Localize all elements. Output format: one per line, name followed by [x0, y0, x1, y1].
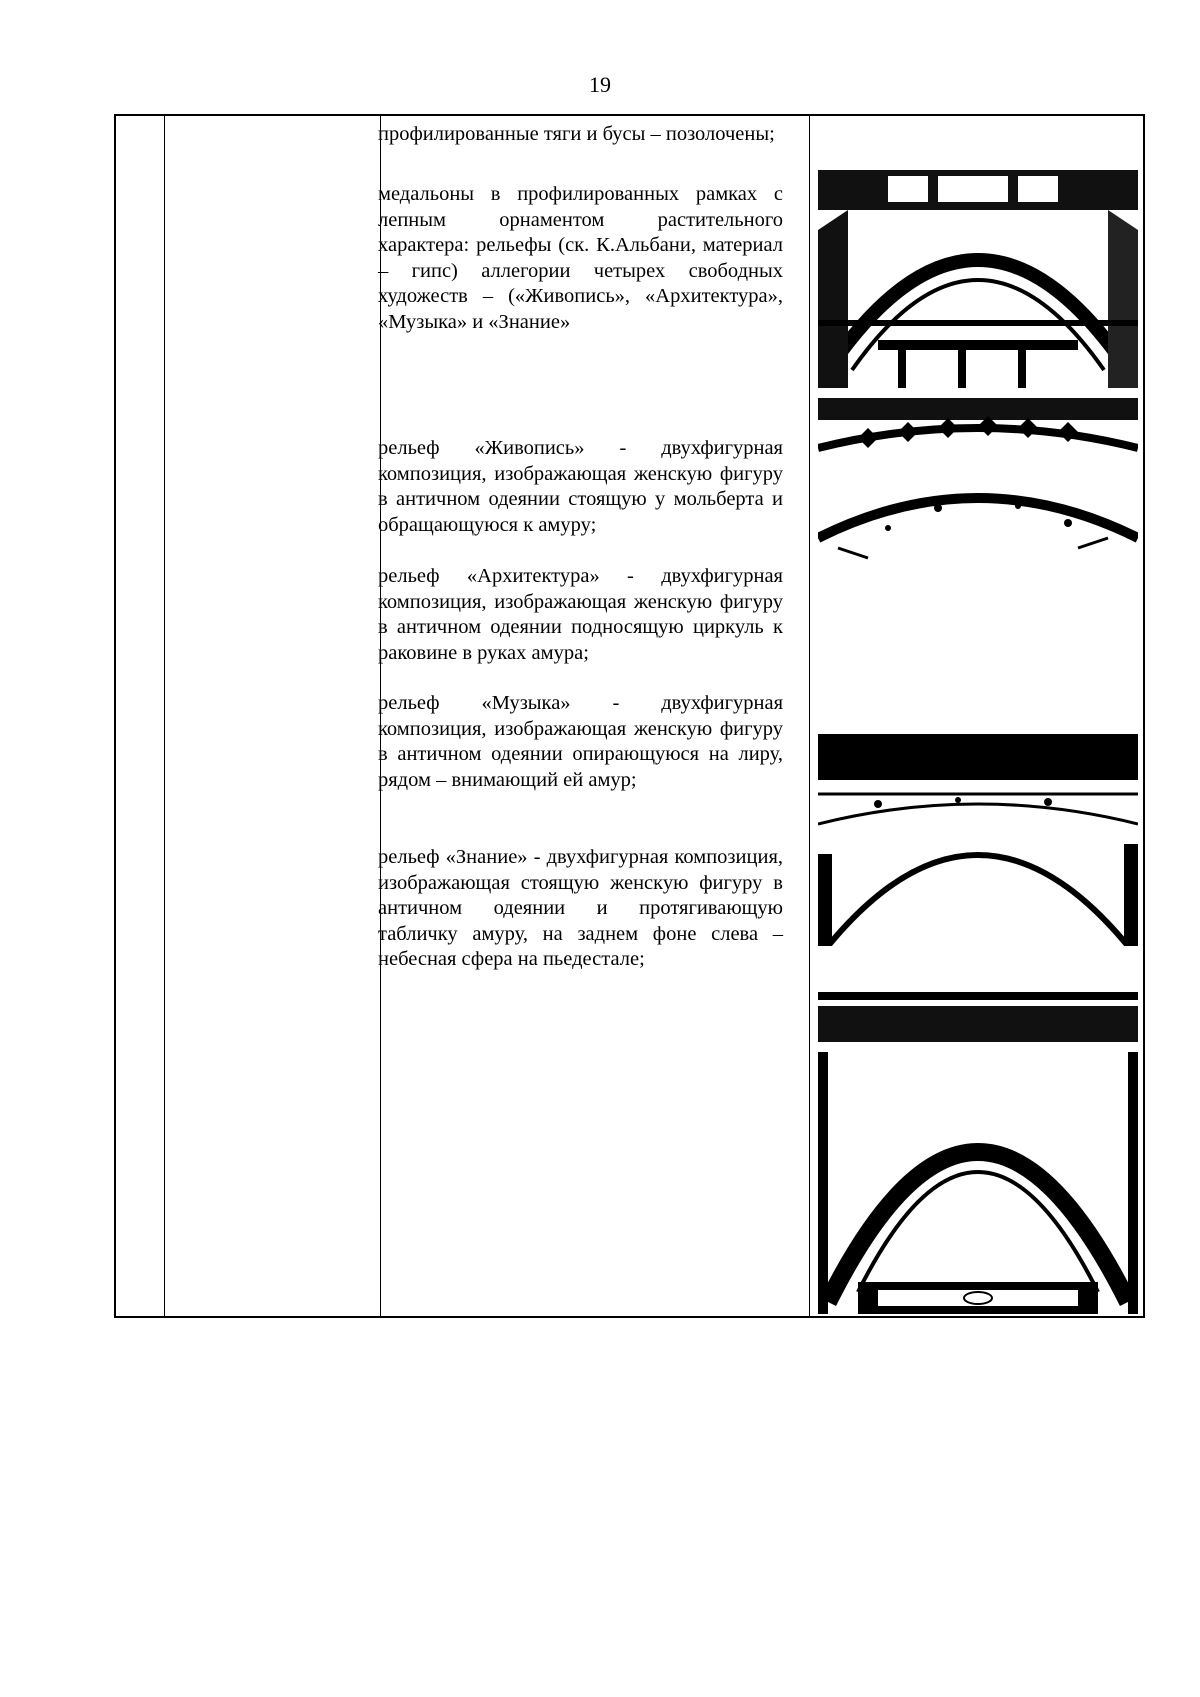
arch-medallion-photo: [818, 992, 1138, 1314]
ceiling-arch-photo: [818, 170, 1138, 388]
paragraph-relief-architecture: рельеф «Архитектура» - двухфигурная композиция, изображающая женскую фигуру в античном одеянии подносящую циркуль к раковине в руках амура;: [378, 565, 783, 664]
paragraph-relief-knowledge: рельеф «Знание» - двухфигурная композиция, изображающая стоящую женскую фигуру в античном одеянии и протягивающую табличку амуру, на заднем фоне слева – небесная сфера на пьедестале;: [378, 846, 783, 971]
cornice-garland-photo: [818, 734, 1138, 946]
page-number: 19: [589, 72, 611, 97]
column-divider-1: [164, 116, 165, 1316]
document-table: [114, 114, 1145, 1318]
paragraph-relief-music: рельеф «Музыка» - двухфигурная композиция, изображающая женскую фигуру в античном одеянии опирающуюся на лиру, рядом – внимающий ей амур;: [378, 692, 783, 791]
paragraph-gilded-moldings: профилированные тяги и бусы – позолочены;: [378, 123, 775, 145]
paragraph-medallions: медальоны в профилированных рамках с лепным орнаментом растительного характера: рельефы (ск. К.Альбани, материал – гипс) аллегории четырех свободных художеств – («Живопись», «Архитектура», «Музыка» и «Знание»: [378, 183, 783, 333]
frieze-lattice-photo: [818, 398, 1138, 576]
column-divider-3: [809, 116, 810, 1316]
paragraph-relief-painting: рельеф «Живопись» - двухфигурная композиция, изображающая женскую фигуру в античном одеянии стоящую у мольберта и обращающуюся к амуру;: [378, 437, 783, 536]
